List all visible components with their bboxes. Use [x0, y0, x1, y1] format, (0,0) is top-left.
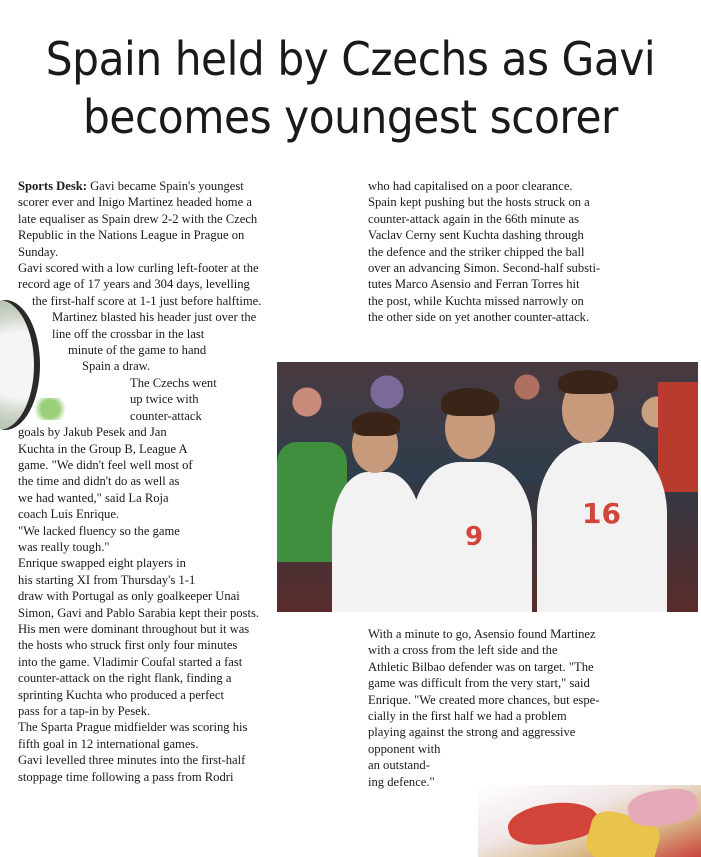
stadium-seat — [658, 382, 698, 492]
article-line: an outstand- — [368, 758, 430, 773]
article-line: Kuchta in the Group B, League A — [18, 441, 188, 456]
article-line: Gavi scored with a low curling left-footer at the — [18, 261, 259, 276]
match-photo — [277, 362, 698, 612]
article-line: the other side on yet another counter-attack. — [368, 310, 590, 325]
article-line: Vaclav Cerny sent Kuchta dashing through — [368, 228, 584, 243]
article-line: the post, while Kuchta missed narrowly on — [368, 293, 584, 308]
article-line: cially in the first half we had a problem — [368, 709, 567, 724]
player-left-hair — [352, 412, 400, 436]
article-line: playing against the strong and aggressive — [368, 725, 576, 740]
article-line: Enrique. "We created more chances, but espe- — [368, 692, 600, 707]
article-line: we had wanted," said La Roja — [18, 490, 169, 505]
jersey-number: 9 — [465, 522, 484, 552]
article-line: counter-attack on the right flank, finding a — [18, 671, 232, 686]
article-line: over an advancing Simon. Second-half substi- — [368, 261, 601, 276]
article-line: sprinting Kuchta who produced a perfect — [18, 687, 224, 702]
headline — [28, 30, 673, 146]
article-line: the first-half score at 1-1 just before halftime. — [32, 293, 262, 308]
article-line: opponent with — [368, 741, 441, 756]
article-line: Spain kept pushing but the hosts struck on a — [368, 195, 590, 210]
article-line: with a cross from the left side and the — [368, 643, 558, 658]
article-line: Gavi levelled three minutes into the first-half — [18, 753, 246, 768]
article-line: goals by Jakub Pesek and Jan — [18, 425, 167, 440]
article-line: counter-attack — [130, 408, 202, 423]
article-line: coach Luis Enrique. — [18, 507, 120, 522]
article-lead — [18, 178, 344, 194]
article-line: was really tough." — [18, 539, 110, 554]
player-left — [332, 472, 422, 612]
article-line: Spain a draw. — [82, 359, 151, 374]
article-line: game was difficult from the very start," said — [368, 676, 590, 691]
jersey-number: 16 — [582, 497, 621, 530]
article-line: who had capitalised on a poor clearance. — [368, 179, 573, 193]
article-line: the hosts who struck first only four minutes — [18, 638, 238, 653]
article-line: game. "We didn't feel well most of — [18, 457, 193, 472]
article-line: into the game. Vladimir Coufal started a fast — [18, 654, 243, 669]
article-line: record age of 17 years and 304 days, levelling — [18, 277, 250, 292]
article-line: counter-attack again in the 66th minute as — [368, 211, 579, 226]
article-line: pass for a tap-in by Pesek. — [18, 704, 151, 718]
article-line: scorer ever and Inigo Martinez headed home a — [18, 195, 252, 210]
article-line: Republic in the Nations League in Prague on — [18, 228, 245, 243]
article-line: His men were dominant throughout but it was — [18, 621, 250, 636]
article-line: Martinez blasted his header just over the — [52, 310, 257, 325]
article-line: "We lacked fluency so the game — [18, 523, 180, 538]
article-line: Enrique swapped eight players in — [18, 556, 186, 571]
article-line: fifth goal in 12 international games. — [18, 736, 199, 751]
article-line: the time and didn't do as well as — [18, 474, 180, 489]
player-right-hair — [558, 370, 618, 394]
article-kicker: Sports Desk: — [18, 179, 87, 193]
article-line: the defence and the striker chipped the ball — [368, 244, 585, 259]
article-line: late equaliser as Spain drew 2-2 with the Czech — [18, 211, 258, 226]
article-line: his starting XI from Thursday's 1-1 — [18, 572, 196, 587]
article-line: The Czechs went — [130, 375, 217, 390]
article-line: Gavi became Spain's youngest — [86, 179, 244, 193]
article-line: Sunday. — [18, 244, 59, 259]
headline-line-2: becomes youngest scorer — [83, 90, 618, 144]
article-line: Simon, Gavi and Pablo Sarabia kept their posts. — [18, 605, 259, 620]
article-column-right — [368, 178, 698, 326]
decorative-image — [478, 785, 701, 857]
article-line: stoppage time following a pass from Rodri — [18, 769, 234, 784]
article-line: ing defence." — [368, 774, 435, 789]
article-line: The Sparta Prague midfielder was scoring his — [18, 720, 248, 735]
player-center-hair — [441, 388, 499, 416]
article-line: With a minute to go, Asensio found Martinez — [368, 627, 596, 641]
article-column-right-lower — [368, 626, 698, 790]
article-line: Athletic Bilbao defender was on target. "The — [368, 659, 594, 674]
article-line: minute of the game to hand — [68, 343, 207, 358]
article-line: tutes Marco Asensio and Ferran Torres hit — [368, 277, 580, 292]
article-line: draw with Portugal as only goalkeeper Unai — [18, 589, 240, 604]
article-line: line off the crossbar in the last — [52, 326, 205, 341]
article-line: up twice with — [130, 392, 199, 407]
headline-line-1: Spain held by Czechs as Gavi — [45, 32, 656, 86]
